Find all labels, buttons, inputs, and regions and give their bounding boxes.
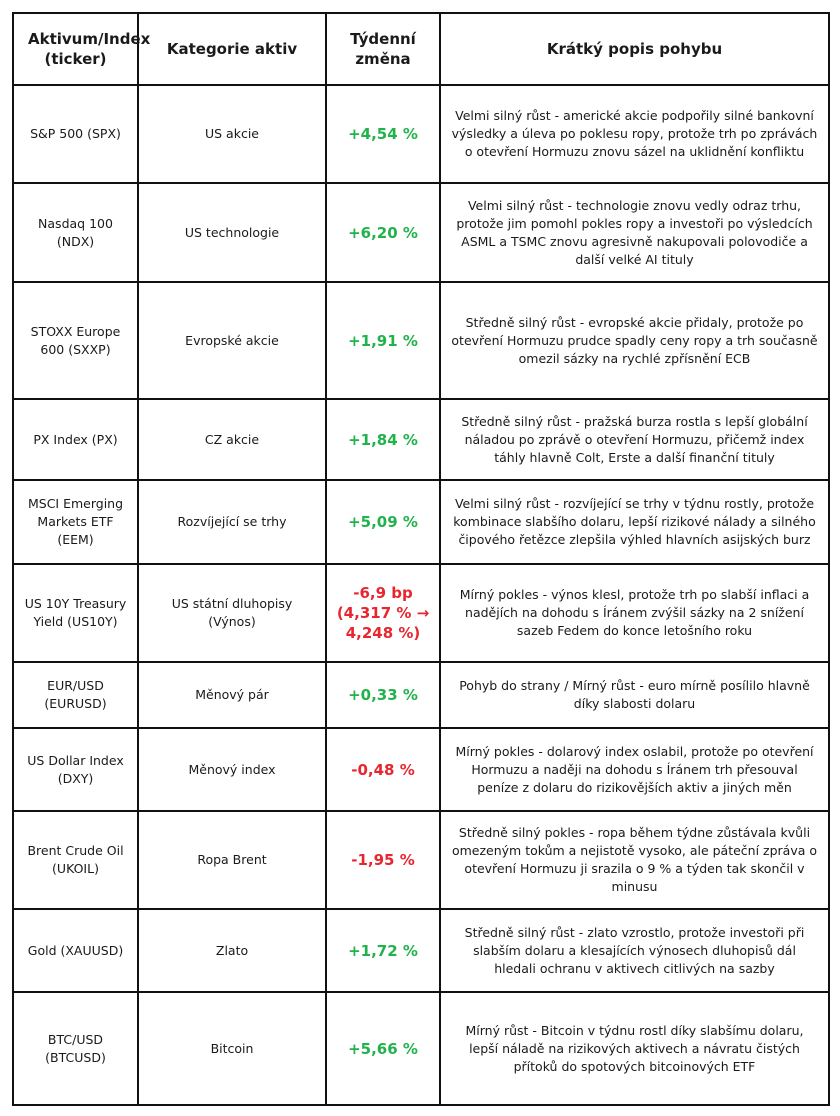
change-cell: -1,95 % [326,811,440,909]
table-row [13,909,829,992]
description-cell: Mírný růst - Bitcoin v týdnu rostl díky slabšímu dolaru, lepší náladě na rizikových aktivech a návratu čistých přítoků do spotových bitcoinových ETF [440,992,829,1105]
table-row [13,183,829,282]
category-cell: Zlato [138,909,326,992]
change-cell: +5,66 % [326,992,440,1105]
header-asset: Aktivum/Index (ticker) [13,13,138,85]
header-change: Týdenní změna [326,13,440,85]
description-cell: Mírný pokles - výnos klesl, protože trh po slabší inflaci a nadějích na dohodu s Íránem zvýšil sázky na 2 snížení sazeb Fedem do konce letošního roku [440,564,829,662]
asset-cell: Nasdaq 100 (NDX) [13,183,138,282]
change-cell: +1,72 % [326,909,440,992]
change-cell: +1,84 % [326,399,440,480]
description-cell: Pohyb do strany / Mírný růst - euro mírně posílilo hlavně díky slabosti dolaru [440,662,829,728]
table-row [13,992,829,1105]
header-description: Krátký popis pohybu [440,13,829,85]
category-cell: Měnový pár [138,662,326,728]
category-cell: CZ akcie [138,399,326,480]
description-cell: Mírný pokles - dolarový index oslabil, protože po otevření Hormuzu a naději na dohodu s Íránem trh přesouval peníze z dolaru do rizikovějších aktiv a jiných měn [440,728,829,811]
market-weekly-table [12,12,830,1106]
change-cell: +1,91 % [326,282,440,399]
category-cell: US státní dluhopisy (Výnos) [138,564,326,662]
description-cell: Středně silný pokles - ropa během týdne zůstávala kvůli omezeným tokům a nejistotě vysoko, ale páteční zpráva o otevření Hormuzu ji srazila o 9 % a týden tak skončil v minusu [440,811,829,909]
asset-cell: S&P 500 (SPX) [13,85,138,183]
description-cell: Středně silný růst - zlato vzrostlo, protože investoři při slabším dolaru a klesajících výnosech dluhopisů dál hledali ochranu v aktivech citlivých na sazby [440,909,829,992]
change-cell: -6,9 bp (4,317 % → 4,248 %) [326,564,440,662]
table-row [13,564,829,662]
description-cell: Velmi silný růst - americké akcie podpořily silné bankovní výsledky a úleva po poklesu ropy, protože trh po zprávách o otevření Hormuzu znovu sázel na uklidnění konfliktu [440,85,829,183]
asset-cell: MSCI Emerging Markets ETF (EEM) [13,480,138,564]
category-cell: Měnový index [138,728,326,811]
change-cell: -0,48 % [326,728,440,811]
table-row [13,811,829,909]
table-row [13,85,829,183]
asset-cell: US 10Y Treasury Yield (US10Y) [13,564,138,662]
asset-cell: BTC/USD (BTCUSD) [13,992,138,1105]
category-cell: US akcie [138,85,326,183]
category-cell: Ropa Brent [138,811,326,909]
change-cell: +0,33 % [326,662,440,728]
category-cell: US technologie [138,183,326,282]
header-row [13,13,829,85]
table-row [13,282,829,399]
description-cell: Velmi silný růst - rozvíjející se trhy v týdnu rostly, protože kombinace slabšího dolaru, lepší rizikové nálady a silného čipového řetězce zlepšila výhled hlavních asijských burz [440,480,829,564]
asset-cell: STOXX Europe 600 (SXXP) [13,282,138,399]
asset-cell: Brent Crude Oil (UKOIL) [13,811,138,909]
description-cell: Velmi silný růst - technologie znovu vedly odraz trhu, protože jim pomohl pokles ropy a investoři po výsledcích ASML a TSMC znovu agresivně nakupovali polovodiče a další velké AI tituly [440,183,829,282]
category-cell: Rozvíjející se trhy [138,480,326,564]
category-cell: Bitcoin [138,992,326,1105]
change-cell: +6,20 % [326,183,440,282]
asset-cell: US Dollar Index (DXY) [13,728,138,811]
asset-cell: Gold (XAUUSD) [13,909,138,992]
category-cell: Evropské akcie [138,282,326,399]
table-row [13,728,829,811]
change-cell: +5,09 % [326,480,440,564]
description-cell: Středně silný růst - evropské akcie přidaly, protože po otevření Hormuzu prudce spadly ceny ropy a trh současně omezil sázky na rychlé zpřísnění ECB [440,282,829,399]
table-row [13,662,829,728]
table-row [13,480,829,564]
change-cell: +4,54 % [326,85,440,183]
asset-cell: PX Index (PX) [13,399,138,480]
table-row [13,399,829,480]
description-cell: Středně silný růst - pražská burza rostla s lepší globální náladou po zprávě o otevření Hormuzu, přičemž index táhly hlavně Colt, Erste a další finanční tituly [440,399,829,480]
asset-cell: EUR/USD (EURUSD) [13,662,138,728]
header-category: Kategorie aktiv [138,13,326,85]
